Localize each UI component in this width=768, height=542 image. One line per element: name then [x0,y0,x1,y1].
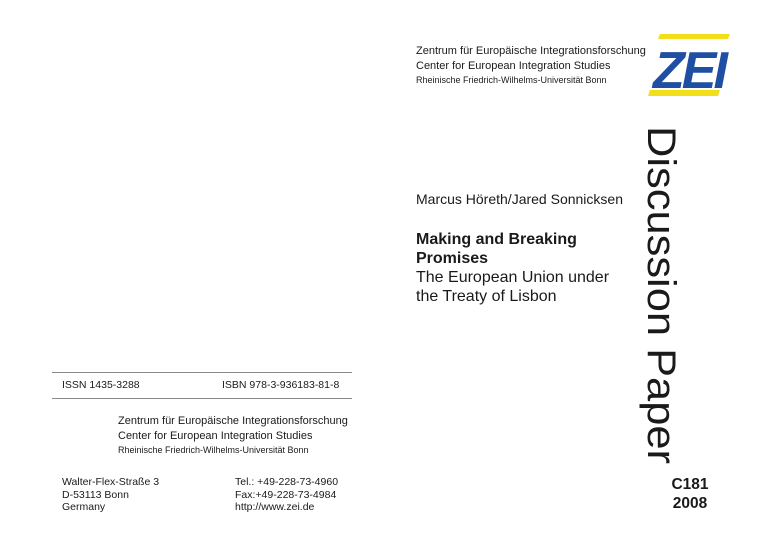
authors: Marcus Höreth/Jared Sonnicksen [416,191,623,207]
paper-code-block [654,475,726,513]
institute-name-german: Zentrum für Europäische Integrationsforschung [118,415,348,427]
title-line-1: Making and Breaking [416,231,577,248]
isbn: ISBN 978-3-936183-81-8 [222,379,340,391]
contact-fax: Fax:+49-228-73-4984 [235,488,337,501]
address-city: D-53113 Bonn [62,488,129,501]
bottom-divider [52,398,352,399]
paper-code: C181 [671,476,709,493]
title-line-2: Promises [416,250,489,267]
institute-name-english: Center for European Integration Studies [416,60,611,72]
contact-block [235,476,338,514]
subtitle-line-2: the Treaty of Lisbon [416,288,557,305]
series-label-text: Discussion Paper [639,126,683,438]
university-name: Rheinische Friedrich-Wilhelms-Universität Bonn [118,445,309,455]
zei-logo [648,34,730,100]
subtitle-line-1: The European Union under [416,269,610,286]
address-country: Germany [62,501,106,513]
paper-year: 2008 [672,495,708,512]
issn: ISSN 1435-3288 [62,379,140,391]
front-institute-block [416,44,646,87]
institute-name-english: Center for European Integration Studies [118,430,313,442]
logo-text: ZEI [653,42,725,100]
university-name: Rheinische Friedrich-Wilhelms-Universität Bonn [416,75,607,85]
title-block [416,230,656,306]
series-label [639,126,718,466]
top-divider [52,372,352,373]
address-block [62,476,159,514]
contact-web[interactable]: http://www.zei.de [235,501,315,513]
back-institute-block [118,414,348,457]
institute-name-german: Zentrum für Europäische Integrationsforschung [416,45,646,57]
address-street: Walter-Flex-Straße 3 [62,476,160,488]
contact-tel: Tel.: +49-228-73-4960 [235,476,339,488]
logo-top-bar [658,34,730,39]
